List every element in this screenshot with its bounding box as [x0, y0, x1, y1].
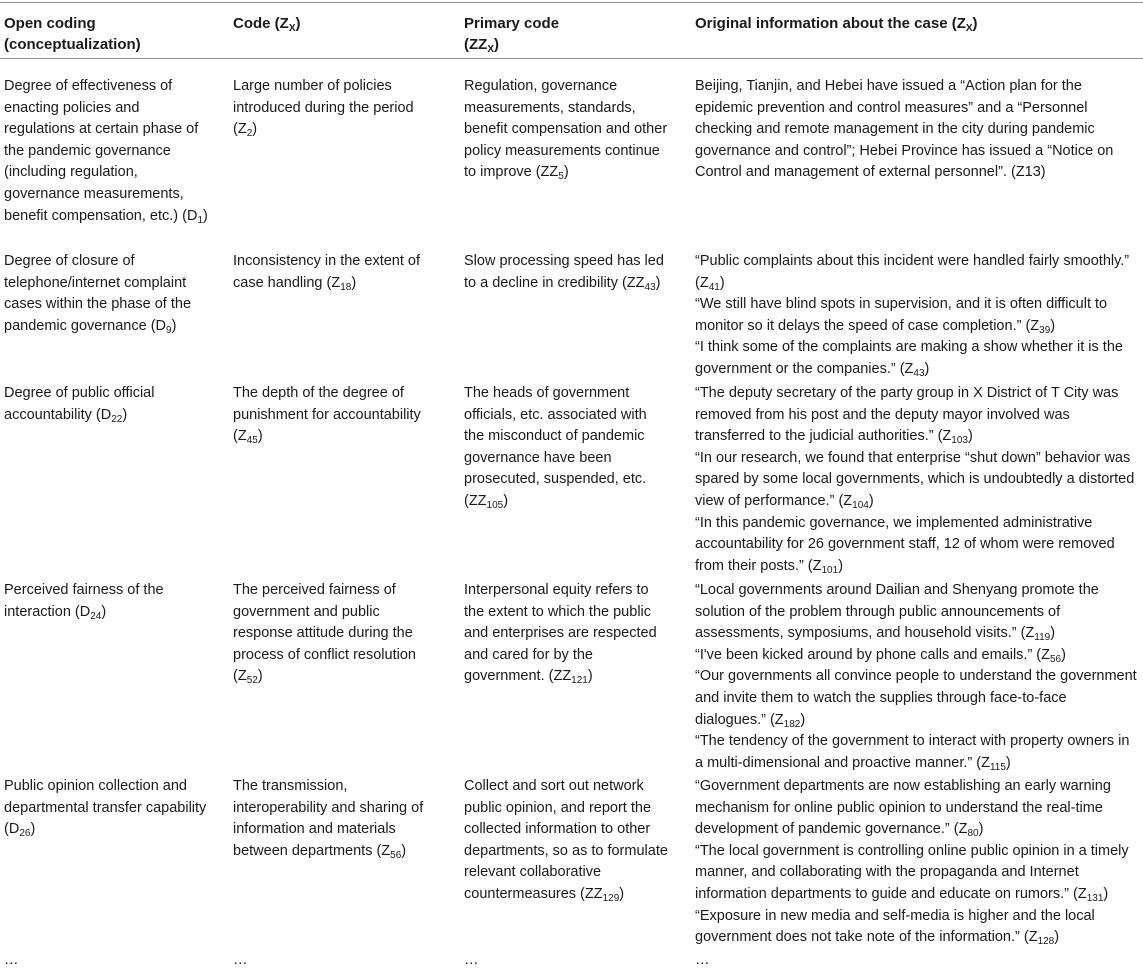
- quote-close: ): [719, 274, 725, 291]
- cell-close: ): [655, 274, 661, 291]
- header-original-info-sub: X: [965, 23, 973, 34]
- quote: [695, 580, 1141, 645]
- quote-text: “The tendency of the government to interact with property owners in a multi-dimensional and proactive manner.” (Z: [695, 733, 1130, 771]
- open-coding-cell: [4, 76, 214, 227]
- quote: [695, 666, 1141, 731]
- quote-text: “Local governments around Dailian and Shenyang promote the solution of the problem through public announcements of assessments, symposiums, and household visits.” (Z: [695, 582, 1099, 642]
- code-cell: [233, 776, 433, 862]
- cell-sub: 56: [390, 849, 402, 861]
- cell-close: ): [401, 842, 407, 859]
- header-code-sub: X: [288, 23, 296, 34]
- quote-close: ): [978, 821, 984, 838]
- quote-sub: 115: [989, 761, 1006, 773]
- cell-text: Degree of effectiveness of enacting policies and regulations at certain phase of the pandemic governance (including regulation, governance measurements, benefit compensation, etc.) (D: [4, 78, 199, 224]
- header-primary-code-sub: X: [487, 44, 494, 55]
- code-cell: [233, 383, 433, 448]
- header-rule: [0, 58, 1143, 59]
- header-code: [233, 13, 433, 34]
- cell-close: ): [619, 885, 625, 902]
- quote: [695, 251, 1141, 294]
- quote: [695, 76, 1141, 184]
- quote: [695, 776, 1141, 841]
- header-code-text: Code (Z: [233, 15, 289, 32]
- cell-sub: 24: [90, 610, 102, 622]
- quote-sub: 56: [1049, 653, 1062, 665]
- cell-sub: 9: [166, 324, 172, 336]
- cell-close: ): [503, 492, 509, 509]
- cell-sub: 129: [602, 892, 620, 904]
- header-original-info-close: ): [972, 15, 978, 32]
- cell-sub: 43: [644, 281, 656, 293]
- quote: [695, 906, 1141, 949]
- original-info-cell: [695, 580, 1141, 774]
- quote: [695, 645, 1141, 667]
- quote-close: ): [924, 360, 930, 377]
- original-info-cell: [695, 251, 1141, 381]
- quote-text: “We still have blind spots in supervision, and it is often difficult to monitor so it delays the speed of case completion.” (Z: [695, 296, 1108, 334]
- cell-sub: 52: [246, 675, 258, 687]
- header-original-info-text: Original information about the case (Z: [695, 15, 966, 32]
- cell-close: ): [351, 274, 357, 291]
- cell-text: Large number of policies introduced during the period (Z: [233, 78, 414, 138]
- open-coding-cell: [4, 580, 214, 623]
- quote-close: ): [838, 557, 844, 574]
- primary-code-cell: [464, 251, 670, 294]
- quote-sub: 182: [783, 718, 801, 730]
- cell-sub: 105: [486, 499, 504, 511]
- cell-close: ): [101, 603, 107, 620]
- original-info-cell: [695, 76, 1141, 184]
- header-open-coding-label: Open coding (conceptualization): [4, 15, 141, 53]
- cell-text: Public opinion collection and departmental transfer capability (D: [4, 778, 207, 838]
- quote: [695, 841, 1141, 906]
- cell-text: The depth of the degree of punishment for accountability (Z: [233, 385, 421, 445]
- cell-text: Slow processing speed has led to a decline in credibility (ZZ: [464, 253, 664, 291]
- quote-close: ): [1005, 754, 1011, 771]
- quote-text: “Government departments are now establishing an early warning mechanism for online public opinion to understand the real-time development of pandemic governance.” (Z: [695, 778, 1111, 838]
- quote-sub: 128: [1037, 936, 1055, 948]
- quote-close: ): [1054, 929, 1060, 946]
- code-cell: [233, 580, 433, 688]
- quote: [695, 337, 1141, 380]
- quote-sub: 101: [821, 564, 839, 576]
- ellipsis: …: [4, 952, 19, 968]
- quote-text: “I've been kicked around by phone calls and emails.” (Z: [695, 646, 1050, 663]
- cell-sub: 1: [197, 214, 203, 226]
- quote-close: ): [1061, 646, 1066, 663]
- cell-sub: 2: [246, 128, 253, 140]
- cell-text: The transmission, interoperability and sharing of information and materials between departments (Z: [233, 778, 424, 859]
- header-open-coding: [4, 13, 204, 55]
- original-info-cell: [695, 383, 1141, 577]
- cell-close: ): [587, 668, 593, 685]
- quote-close: ): [800, 711, 806, 728]
- quote-sub: 131: [1086, 892, 1104, 904]
- quote-close: ): [967, 428, 973, 445]
- quote-text: “In our research, we found that enterprise “shut down” behavior was spared by some local governments, which is undoubtedly a distorted view of performance.” (Z: [695, 449, 1135, 509]
- quote-text: “The local government is controlling online public opinion in a timely manner, and collaborating with the propaganda and Internet information departments to guide and educate on rumors.” (Z: [695, 842, 1129, 902]
- quote-sub: 119: [1034, 632, 1051, 644]
- quote-close: ): [868, 492, 874, 509]
- quote-text: “Exposure in new media and self-media is higher and the local government does not take note of the information.” (Z: [695, 907, 1095, 946]
- original-info-cell: [695, 776, 1141, 949]
- cell-text: Perceived fairness of the interaction (D: [4, 582, 164, 620]
- cell-text: The perceived fairness of government and public response attitude during the process of conflict resolution (Z: [233, 582, 416, 685]
- quote: [695, 513, 1141, 578]
- quote-text: “The deputy secretary of the party group in X District of T City was removed from his post and the deputy mayor involved was transferred to the judicial authorities.” (Z: [695, 385, 1119, 445]
- quote-text: “Our governments all convince people to understand the government and invite them to watch the supplies through face-to-face dialogues.” (Z: [695, 668, 1137, 728]
- code-cell: [233, 251, 433, 294]
- table-top-rule: [0, 2, 1143, 3]
- primary-code-cell: [464, 776, 670, 906]
- cell-text: Collect and sort out network public opinion, and report the collected information to other departments, so as to formulate relevant collaborative countermeasures (ZZ: [464, 778, 668, 902]
- open-coding-cell: [4, 383, 214, 426]
- quote: [695, 731, 1141, 774]
- quote-text: “Public complaints about this incident were handled fairly smoothly.” (Z: [695, 253, 1130, 291]
- cell-text: Degree of closure of telephone/internet complaint cases within the phase of the pandemic governance (D: [4, 253, 192, 334]
- quote-sub: 104: [852, 499, 869, 511]
- cell-close: ): [171, 317, 177, 334]
- header-primary-code-text: (ZZ: [464, 36, 488, 53]
- quote-sub: 80: [967, 828, 979, 840]
- quote-close: ): [1050, 317, 1056, 334]
- quote-sub: 41: [708, 281, 720, 293]
- cell-text: Regulation, governance measurements, standards, benefit compensation and other policy measurements continue to improve (ZZ: [464, 78, 668, 181]
- cell-sub: 5: [558, 171, 564, 183]
- quote-text: Beijing, Tianjin, and Hebei have issued a “Action plan for the epidemic prevention and control measures” and a “Personnel checking and remote management in the city during pandemic governance and control”; Hebei Province has issued a “Notice on Control and management of external personnel”. (Z13): [695, 78, 1114, 181]
- header-code-close: ): [295, 15, 301, 32]
- quote-sub: 39: [1039, 324, 1051, 336]
- header-primary-code-line1: Primary code: [464, 15, 560, 32]
- cell-sub: 22: [111, 413, 123, 425]
- cell-text: Degree of public official accountability (D: [4, 385, 155, 423]
- cell-close: ): [203, 207, 208, 224]
- header-primary-code: [464, 13, 670, 55]
- quote: [695, 294, 1141, 337]
- quote-close: ): [1050, 625, 1056, 642]
- cell-close: ): [30, 821, 36, 838]
- quote-sub: 43: [913, 367, 925, 379]
- cell-text: Interpersonal equity refers to the extent to which the public and enterprises are respected and cared for by the government. (ZZ: [464, 582, 657, 685]
- code-cell: [233, 76, 433, 141]
- quote: [695, 383, 1141, 448]
- ellipsis: …: [464, 952, 479, 968]
- ellipsis: …: [695, 952, 710, 968]
- cell-close: ): [563, 164, 569, 181]
- open-coding-cell: [4, 776, 214, 841]
- cell-close: ): [257, 668, 263, 685]
- header-primary-code-line2: [464, 34, 670, 55]
- primary-code-cell: [464, 580, 670, 688]
- header-primary-code-close: ): [494, 36, 499, 53]
- quote-close: ): [1103, 885, 1109, 902]
- quote: [695, 448, 1141, 513]
- quote-sub: 103: [951, 435, 968, 447]
- cell-sub: 121: [571, 675, 588, 687]
- quote-text: “I think some of the complaints are making a show whether it is the government or the companies.” (Z: [695, 339, 1123, 377]
- quote-text: “In this pandemic governance, we implemented administrative accountability for 26 government staff, 12 of whom were removed from their posts.” (Z: [695, 514, 1115, 574]
- cell-text: Inconsistency in the extent of case handling (Z: [233, 253, 420, 291]
- open-coding-cell: [4, 251, 214, 337]
- cell-sub: 26: [19, 828, 31, 840]
- cell-sub: 18: [340, 281, 352, 293]
- primary-code-cell: [464, 76, 670, 184]
- cell-text: The heads of government officials, etc. associated with the misconduct of pandemic governance have been prosecuted, suspended, etc. (ZZ: [464, 385, 647, 509]
- cell-close: ): [257, 428, 263, 445]
- primary-code-cell: [464, 383, 670, 513]
- cell-sub: 45: [246, 435, 258, 447]
- cell-close: ): [122, 406, 128, 423]
- header-original-information: [695, 13, 1141, 34]
- ellipsis: …: [233, 952, 248, 968]
- cell-close: ): [252, 121, 258, 138]
